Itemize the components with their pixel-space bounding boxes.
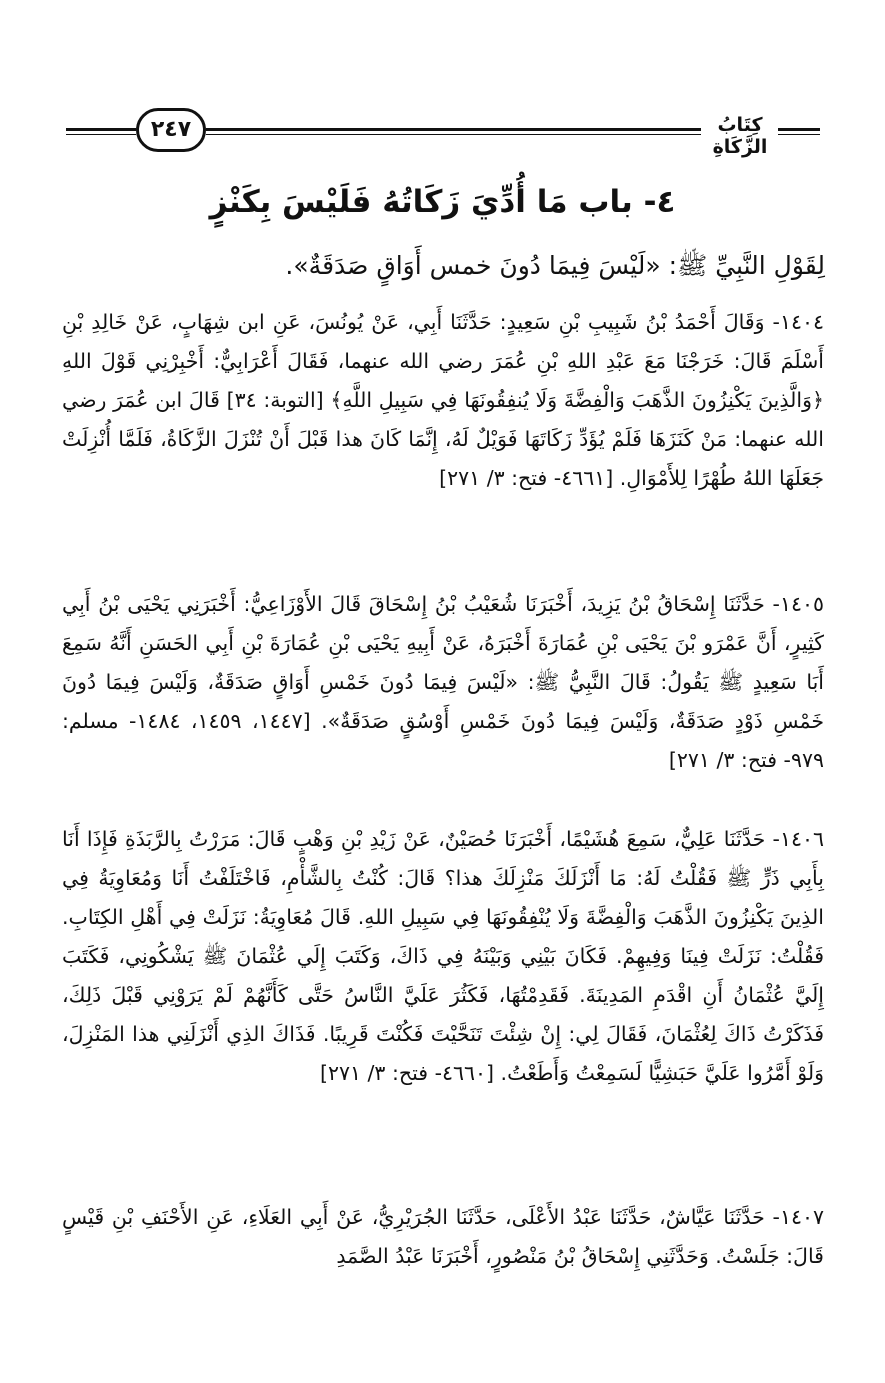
hadith-text: ١٤٠٧- حَدَّثَنَا عَيَّاشٌ، حَدَّثَنَا عَبْدُ الأَعْلَى، حَدَّثَنَا الجُرَيْرِيُّ، عَنْ أَبِي العَلَاءِ، عَنِ الأَحْنَفِ بْنِ قَيْسٍ قَالَ: جَلَسْتُ. وَحَدَّثَنِي إِسْحَاقُ بْنُ مَنْصُورٍ، أَخْبَرَنَا عَبْدُ الصَّمَدِ xyxy=(62,1205,824,1268)
page-header xyxy=(66,108,820,156)
header-rule xyxy=(206,128,701,131)
header-rule xyxy=(778,134,820,135)
chapter-title: ٤- باب مَا أُدِّيَ زَكَاتُهُ فَلَيْسَ بِكَنْزٍ xyxy=(209,184,676,220)
page-number: ٢٤٧ xyxy=(136,108,206,152)
hadith-text: ١٤٠٦- حَدَّثَنَا عَلِيٌّ، سَمِعَ هُشَيْمًا، أَخْبَرَنَا حُصَيْنٌ، عَنْ زَيْدِ بْنِ وَهْبٍ قَالَ: مَرَرْتُ بِالرَّبَذَةِ فَإِذَا أَنَا بِأَبِي ذَرٍّ ﷺ فَقُلْتُ لَهُ: مَا أَنْزَلَكَ مَنْزِلَكَ هذا؟ قَالَ: كُنْتُ بِالشَّأْمِ، فَاخْتَلَفْتُ أَنَا وَمُعَاوِيَةُ فِي الذِينَ يَكْنِزُونَ الذَّهَبَ وَالْفِضَّةَ وَلَا يُنْفِقُونَهَا فِي سَبِيلِ اللهِ. قَالَ مُعَاوِيَةُ: نَزَلَتْ فِي أَهْلِ الكِتَابِ. فَقُلْتُ: نَزَلَتْ فِينَا وَفِيهِمْ. فَكَانَ بَيْنِي وَبَيْنَهُ فِي ذَاكَ، وَكَتَبَ إِلَي عُثْمَانَ ﷺ يَشْكُونِي، فَكَتَبَ إِلَيَّ عُثْمَانُ أَنِ اقْدَمِ المَدِينَةَ. فَقَدِمْتُهَا، فَكَثُرَ عَلَيَّ النَّاسُ حَتَّى كَأَنَّهُمْ لَمْ يَرَوْنِي قَبْلَ ذَلِكَ، فَذَكَرْتُ ذَاكَ لِعُثْمَانَ، فَقَالَ لِي: إِنْ شِئْتَ تَنَحَّيْتَ فَكُنْتَ قَرِيبًا. فَذَاكَ الذِي أَنْزَلَنِي هذا المَنْزِلَ، وَلَوْ أَمَّرُوا عَلَيَّ حَبَشِيًّا لَسَمِعْتُ وَأَطَعْتُ. [٤٦٦٠- فتح: ٣/ ٢٧١] xyxy=(62,827,824,1085)
running-title: كِتَابُ الزَّكَاةِ xyxy=(712,114,768,158)
header-rule xyxy=(66,128,136,131)
chapter-subtitle: لِقَوْلِ النَّبِيِّ ﷺ: «لَيْسَ فِيمَا دُونَ خمس أَوَاقٍ صَدَقَةٌ». xyxy=(285,251,825,280)
hadith-text: ١٤٠٤- وَقَالَ أَحْمَدُ بْنُ شَبِيبِ بْنِ سَعِيدٍ: حَدَّثَنَا أَبِي، عَنْ يُونُسَ، عَنِ ابن شِهَابٍ، عَنْ خَالِدِ بْنِ أَسْلَمَ قَالَ: خَرَجْنَا مَعَ عَبْدِ اللهِ بْنِ عُمَرَ رضي الله عنهما، فَقَالَ أَعْرَابِيٌّ: أَخْبِرْنِي قَوْلَ اللهِ ﴿وَالَّذِينَ يَكْنِزُونَ الذَّهَبَ وَالْفِضَّةَ وَلَا يُنفِقُونَهَا فِي سَبِيلِ اللَّهِ﴾ [التوبة: ٣٤] قَالَ ابن عُمَرَ رضي الله عنهما: مَنْ كَنَزَهَا فَلَمْ يُؤَدِّ زَكَاتَهَا فَوَيْلٌ لَهُ، إِنَّمَا كَانَ هذا قَبْلَ أَنْ تُنْزَلَ الزَّكَاةُ، فَلَمَّا أُنْزِلَتْ جَعَلَهَا اللهُ طُهْرًا لِلأَمْوَالِ. [٤٦٦١- فتح: ٣/ ٢٧١] xyxy=(62,310,824,490)
hadith-1407 xyxy=(62,1198,824,1276)
hadith-1405 xyxy=(62,585,824,780)
hadith-text: ١٤٠٥- حَدَّثَنَا إِسْحَاقُ بْنُ يَزِيدَ، أَخْبَرَنَا شُعَيْبُ بْنُ إِسْحَاقَ قَالَ الأَوْزَاعِيُّ: أَخْبَرَنِي يَحْيَى بْنُ أَبِي كَثِيرٍ، أَنَّ عَمْرَو بْنَ يَحْيَى بْنِ عُمَارَةَ أَخْبَرَهُ، عَنْ أَبِيهِ يَحْيَى بْنِ عُمَارَةَ بْنِ أَبِي الحَسَنِ أَنَّهُ سَمِعَ أَبَا سَعِيدٍ ﷺ يَقُولُ: قَالَ النَّبِيُّ ﷺ: «لَيْسَ فِيمَا دُونَ خَمْسِ أَوَاقٍ صَدَقَةٌ، وَلَيْسَ فِيمَا دُونَ خَمْسِ ذَوْدٍ صَدَقَةٌ، وَلَيْسَ فِيمَا دُونَ خَمْسِ أَوْسُقٍ صَدَقَةٌ». [١٤٤٧، ١٤٥٩، ١٤٨٤- مسلم: ٩٧٩- فتح: ٣/ ٢٧١] xyxy=(62,592,824,772)
header-rule xyxy=(66,134,136,135)
hadith-1404 xyxy=(62,303,824,498)
header-rule xyxy=(206,134,701,135)
hadith-1406 xyxy=(62,820,824,1093)
header-rule xyxy=(778,128,820,131)
